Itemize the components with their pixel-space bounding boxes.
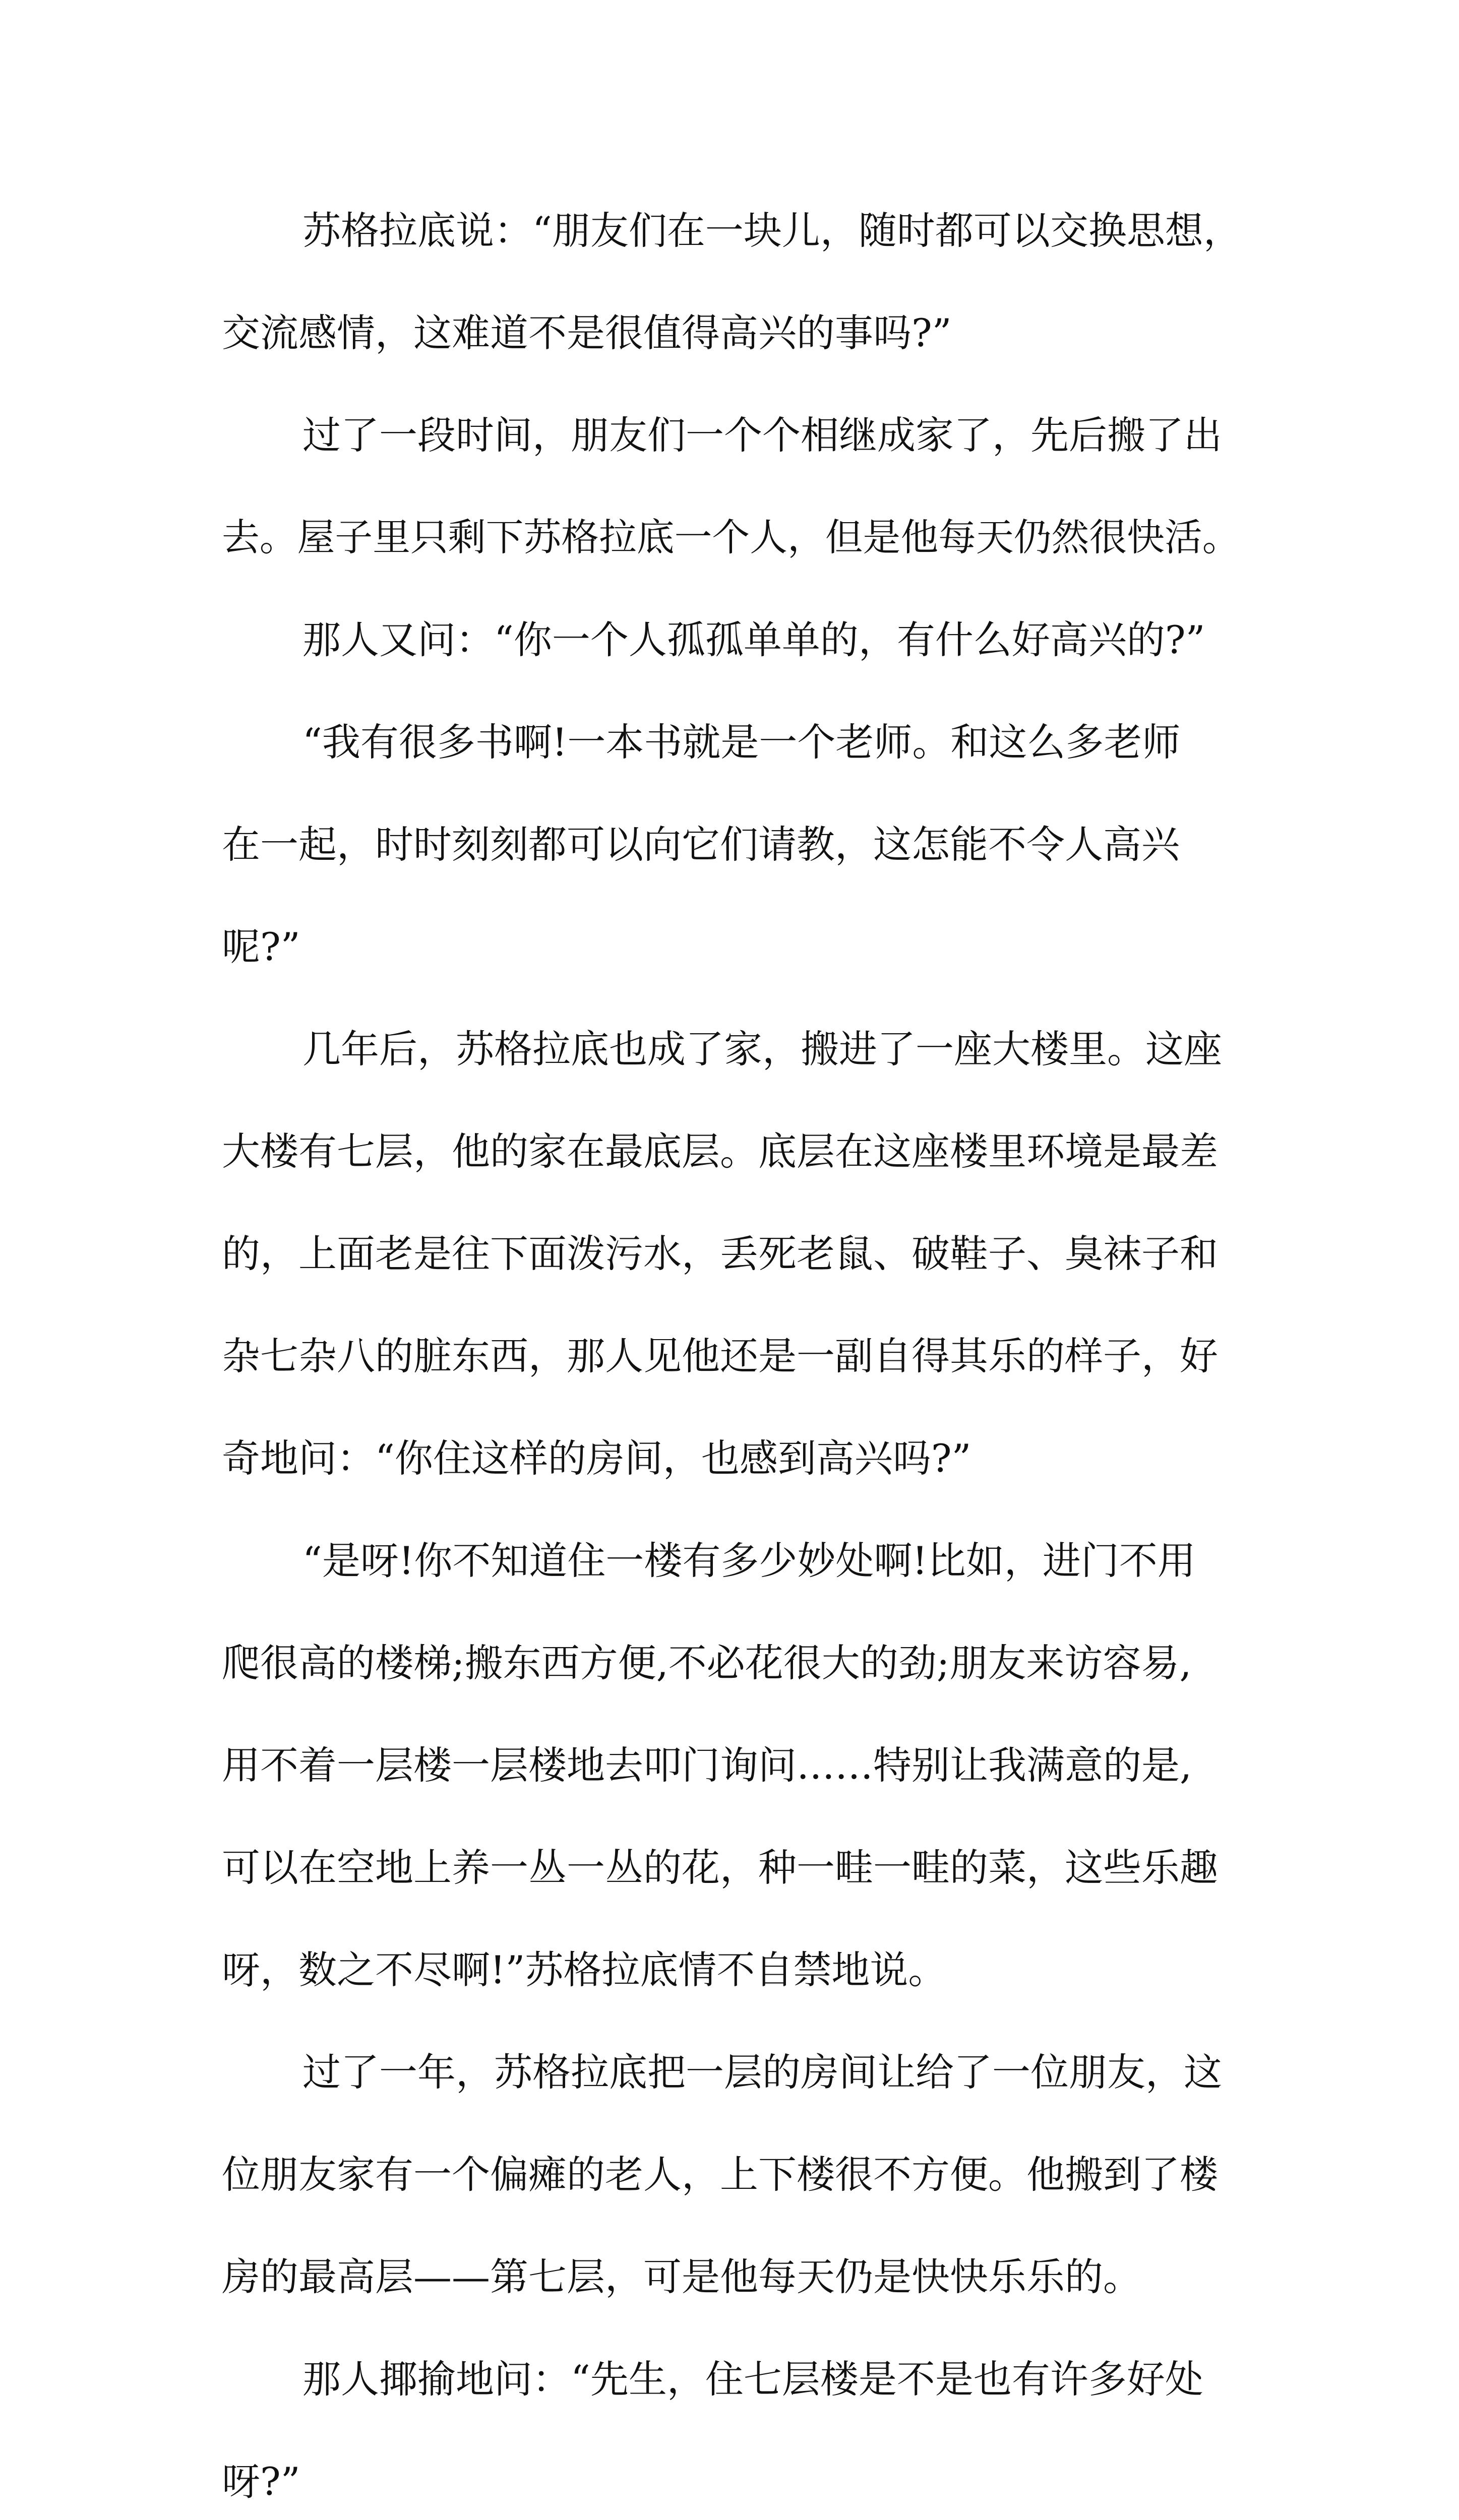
text-line: 过了一段时间，朋友们一个个相继成家了，先后搬了出 (302, 413, 1222, 458)
text-line: 可以在空地上养一丛一丛的花，种一畦一畦的菜，这些乐趣 (222, 1845, 1218, 1890)
text-line: 呀，数之不尽啊!”苏格拉底情不自禁地说。 (222, 1947, 947, 1992)
text-line: 去。屋子里只剩下苏格拉底一个人，但是他每天仍然很快活。 (222, 516, 1240, 559)
text-line: 过了一年，苏格拉底把一层的房间让给了一位朋友，这 (302, 2050, 1222, 2095)
text-line: 杂七杂八的脏东西，那人见他还是一副自得其乐的样子，好 (222, 1334, 1218, 1378)
text-line: 爬很高的楼梯;搬东西方便,不必花很大的劲;朋友来访容易, (222, 1641, 1192, 1685)
document-body (222, 179, 1250, 2520)
text-line: 在一起，时时刻刻都可以向它们请教，这怎能不令人高兴 (222, 822, 1180, 867)
text-line: 用不着一层楼一层楼地去叩门询问……特别让我满意的是, (222, 1743, 1192, 1788)
text-line: 的，上面老是往下面泼污水，丢死老鼠、破鞋子、臭袜子和 (222, 1231, 1218, 1276)
text-line: 苏格拉底说：“朋友们在一块儿，随时都可以交换思想， (302, 208, 1242, 253)
text-line: 呀?” (222, 2459, 300, 2504)
text-line: 那人又问：“你一个人孤孤单单的，有什么好高兴的?” (302, 617, 1205, 662)
text-line: 奇地问：“你住这样的房间，也感到高兴吗?” (222, 1436, 971, 1481)
text-line: 呢?” (222, 924, 300, 969)
text-line: 交流感情，这难道不是很值得高兴的事吗?” (222, 310, 952, 355)
text-line: “是呀!你不知道住一楼有多少妙处啊!比如，进门不用 (302, 1538, 1196, 1583)
text-line: 几年后，苏格拉底也成了家，搬进了一座大楼里。这座 (302, 1027, 1222, 1072)
text-line: 位朋友家有一个偏瘫的老人，上下楼很不方便。他搬到了楼 (222, 2152, 1218, 2197)
text-line: 房的最高层——第七层，可是他每天仍是快快乐乐的。 (222, 2254, 1141, 2299)
text-line: “我有很多书啊!一本书就是一个老师。和这么多老师 (302, 720, 1181, 765)
text-line: 大楼有七层，他的家在最底层。底层在这座楼里环境是最差 (222, 1129, 1218, 1174)
text-line: 那人揶揄地问：“先生，住七层楼是不是也有许多好处 (302, 2357, 1203, 2402)
